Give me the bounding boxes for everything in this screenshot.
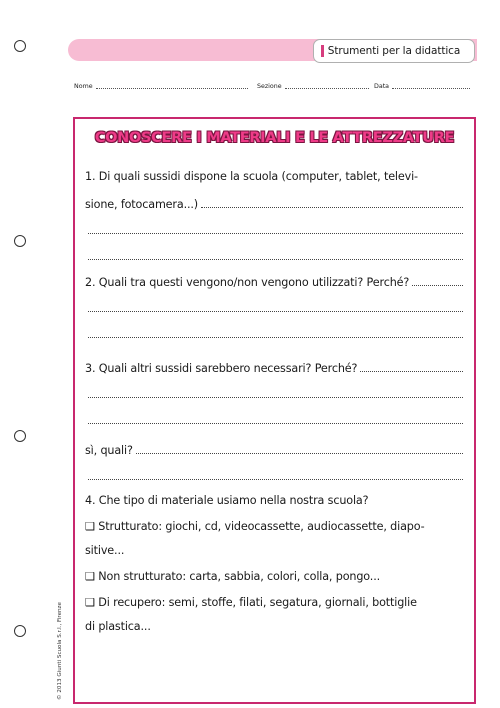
answer-line[interactable] [85,245,463,263]
question-4: 4. Che tipo di materiale usiamo nella nostra scuola? [85,494,369,507]
copyright-credit [55,560,65,700]
question-2[interactable]: 2. Quali tra questi vengono/non vengono utilizzati? Perché? [85,271,463,289]
answer-dotted-line [88,478,463,480]
answer-dotted-line [88,258,463,260]
data-dotted-line [392,87,470,89]
checkbox-option-strutturato-cont: sitive... [85,544,125,557]
binder-hole-top [14,40,26,52]
sezione-field[interactable] [257,83,369,90]
question-1-line-2[interactable]: sione, fotocamera...) [85,193,463,211]
nome-dotted-line [96,87,248,89]
header-tab [313,39,475,63]
binder-hole-bottom [14,625,26,637]
student-info-fields [74,83,476,95]
binder-hole-upper-middle [14,235,26,247]
question-1-line-1: 1. Di quali sussidi dispone la scuola (computer, tablet, televi- [85,170,418,183]
data-label: Data [374,83,390,90]
answer-line[interactable] [85,297,463,315]
answer-dotted-line [360,370,463,372]
worksheet-card [73,117,476,704]
checkbox-option-recupero-cont: di plastica... [85,620,151,633]
binder-hole-lower-middle [14,430,26,442]
nome-label: Nome [74,83,93,90]
answer-dotted-line [88,396,463,398]
nome-field[interactable] [74,83,248,90]
answer-line[interactable] [85,465,463,483]
question-3[interactable]: 3. Quali altri sussidi sarebbero necessari? Perché? [85,357,463,375]
checkbox-option-recupero[interactable]: ❑ Di recupero: semi, stoffe, filati, segatura, giornali, bottiglie [85,596,417,609]
answer-dotted-line [412,284,463,286]
sezione-label: Sezione [257,83,282,90]
answer-line[interactable] [85,383,463,401]
answer-dotted-line [136,452,463,454]
answer-dotted-line [88,232,463,234]
worksheet-title: CONOSCERE I MATERIALI E LE ATTREZZATURE [94,130,455,146]
answer-dotted-line [88,310,463,312]
answer-line[interactable] [85,409,463,427]
header-tab-label: Strumenti per la didattica [327,45,461,57]
answer-line[interactable] [85,219,463,237]
copyright-text: © 2013 Giunti Scuola S.r.l., Firenze [57,602,63,700]
checkbox-option-non-strutturato[interactable]: ❑ Non strutturato: carta, sabbia, colori, colla, pongo... [85,570,381,583]
answer-dotted-line [88,336,463,338]
answer-line[interactable] [85,323,463,341]
answer-dotted-line [88,422,463,424]
question-3-which[interactable]: sì, quali? [85,439,463,457]
checkbox-option-strutturato[interactable]: ❑ Strutturato: giochi, cd, videocassette, audiocassette, diapo- [85,520,425,533]
answer-dotted-line [201,206,463,208]
data-field[interactable] [374,83,470,90]
sezione-dotted-line [285,87,369,89]
